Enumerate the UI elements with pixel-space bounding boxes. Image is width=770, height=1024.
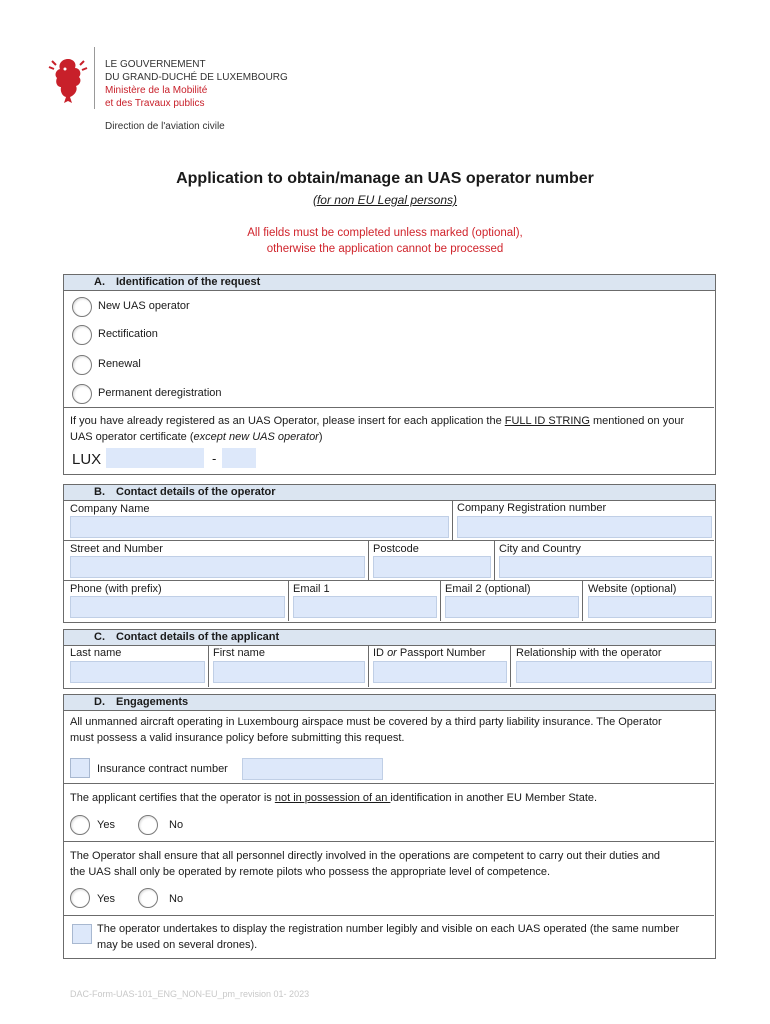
section-a-letter: A. <box>94 276 105 288</box>
row3-divider3 <box>582 580 583 621</box>
section-a-instruction <box>70 413 710 445</box>
c-divider3 <box>510 645 511 687</box>
personnel-line1: The Operator shall ensure that all personnel directly involved in the operations are competent to carry out their duties and <box>70 850 661 862</box>
website-input[interactable] <box>588 596 712 618</box>
insurance-contract-input[interactable] <box>242 758 383 780</box>
header-divider <box>94 47 95 109</box>
label-personnel-no: No <box>169 893 184 905</box>
id-text: ID <box>373 647 388 659</box>
section-a-divider <box>63 407 714 408</box>
radio-certify-no[interactable] <box>138 815 158 835</box>
street-input[interactable] <box>70 556 365 578</box>
instruction-line2-italic: except new UAS operator <box>193 431 319 443</box>
label-city: City and Country <box>499 543 581 555</box>
passport-text: Passport Number <box>396 647 486 659</box>
section-c-title: Contact details of the applicant <box>116 631 280 643</box>
label-rectification: Rectification <box>98 328 158 340</box>
insurance-line1: All unmanned aircraft operating in Luxembourg airspace must be covered by a third party liability insurance. The Operator <box>70 716 662 728</box>
row3-divider1 <box>288 580 289 621</box>
lion-logo <box>48 55 88 105</box>
section-b-title: Contact details of the operator <box>116 486 276 498</box>
section-d-header <box>63 694 716 711</box>
certify-pre: The applicant certifies that the operator is <box>70 792 275 804</box>
instruction-text-end: mentioned on your <box>589 415 685 427</box>
section-c-header <box>63 629 716 646</box>
section-d-letter: D. <box>94 696 105 708</box>
instruction-text: If you have already registered as an UAS Operator, please insert for each application the <box>70 415 505 427</box>
label-phone: Phone (with prefix) <box>70 583 162 595</box>
radio-personnel-no[interactable] <box>138 888 158 908</box>
c-divider2 <box>368 645 369 687</box>
relationship-input[interactable] <box>516 661 712 683</box>
gov-line2: DU GRAND-DUCHÉ DE LUXEMBOURG <box>105 72 288 83</box>
last-name-input[interactable] <box>70 661 205 683</box>
postcode-input[interactable] <box>373 556 491 578</box>
display-text <box>97 921 712 953</box>
company-reg-input[interactable] <box>457 516 712 538</box>
or-text: or <box>387 647 397 659</box>
radio-rectification[interactable] <box>72 325 92 345</box>
radio-renewal[interactable] <box>72 355 92 375</box>
d-divider3 <box>63 915 714 916</box>
label-company-reg: Company Registration number <box>457 502 607 514</box>
insurance-text <box>70 714 712 746</box>
section-c-letter: C. <box>94 631 105 643</box>
d-divider2 <box>63 841 714 842</box>
label-renewal: Renewal <box>98 358 141 370</box>
section-b-header <box>63 484 716 501</box>
label-website: Website (optional) <box>588 583 677 595</box>
radio-new-operator[interactable] <box>72 297 92 317</box>
radio-certify-yes[interactable] <box>70 815 90 835</box>
label-certify-no: No <box>169 819 184 831</box>
label-last-name: Last name <box>70 647 122 659</box>
section-d-title: Engagements <box>116 696 189 708</box>
radio-personnel-yes[interactable] <box>70 888 90 908</box>
row2-divider2 <box>494 540 495 580</box>
personnel-line2: the UAS shall only be operated by remote pilots who possess the appropriate level of competence. <box>70 866 550 878</box>
label-street: Street and Number <box>70 543 163 555</box>
row3-divider2 <box>440 580 441 621</box>
instruction-line2: UAS operator certificate ( <box>70 431 194 443</box>
row2-divider1 <box>368 540 369 580</box>
id-prefix: LUX <box>72 451 102 468</box>
id-string-part2[interactable] <box>222 448 256 468</box>
section-b-letter: B. <box>94 486 105 498</box>
instruction-line2-end: ) <box>318 431 323 443</box>
personnel-text <box>70 848 712 880</box>
display-line1: The operator undertakes to display the registration number legibly and visible on each UAS operated (the same number <box>97 923 680 935</box>
label-first-name: First name <box>213 647 265 659</box>
d-divider1 <box>63 783 714 784</box>
label-email1: Email 1 <box>293 583 330 595</box>
email2-input[interactable] <box>445 596 579 618</box>
display-line2: may be used on several drones). <box>97 939 258 951</box>
email1-input[interactable] <box>293 596 437 618</box>
form-reference: DAC-Form-UAS-101_ENG_NON-EU_pm_revision 01- 2023 <box>70 989 310 999</box>
ministry-line1: Ministère de la Mobilité <box>105 85 208 96</box>
id-passport-input[interactable] <box>373 661 507 683</box>
label-deregistration: Permanent deregistration <box>98 387 222 399</box>
label-id-passport <box>373 647 486 659</box>
certify-underline: not in possession of an <box>274 792 391 804</box>
label-relationship: Relationship with the operator <box>516 647 662 659</box>
display-checkbox[interactable] <box>72 924 92 944</box>
page-title: Application to obtain/manage an UAS operator number <box>176 170 594 187</box>
insurance-line2: must possess a valid insurance policy before submitting this request. <box>70 732 405 744</box>
label-company-name: Company Name <box>70 503 150 515</box>
page-subtitle: (for non EU Legal persons) <box>312 193 458 207</box>
warning-line2: otherwise the application cannot be processed <box>266 243 504 255</box>
ministry-line2: et des Travaux publics <box>105 98 205 109</box>
label-certify-yes: Yes <box>97 819 115 831</box>
row1-divider <box>452 500 453 540</box>
certify-text <box>70 790 712 806</box>
city-input[interactable] <box>499 556 712 578</box>
direction: Direction de l'aviation civile <box>105 121 225 132</box>
phone-input[interactable] <box>70 596 285 618</box>
label-email2: Email 2 (optional) <box>445 583 531 595</box>
label-personnel-yes: Yes <box>97 893 115 905</box>
row1-bottom <box>63 540 714 541</box>
id-string-part1[interactable] <box>106 448 204 468</box>
insurance-checkbox[interactable] <box>70 758 90 778</box>
warning-line1: All fields must be completed unless marked (optional), <box>247 227 523 239</box>
row2-bottom <box>63 580 714 581</box>
label-insurance-contract: Insurance contract number <box>97 763 228 775</box>
radio-deregistration[interactable] <box>72 384 92 404</box>
section-a-title: Identification of the request <box>116 276 261 288</box>
label-postcode: Postcode <box>373 543 419 555</box>
c-divider1 <box>208 645 209 687</box>
full-id-string: FULL ID STRING <box>504 415 590 427</box>
id-separator: - <box>212 451 217 466</box>
certify-post: identification in another EU Member State. <box>390 792 598 804</box>
gov-line1: LE GOUVERNEMENT <box>105 59 206 70</box>
company-name-input[interactable] <box>70 516 449 538</box>
label-new-operator: New UAS operator <box>98 300 190 312</box>
first-name-input[interactable] <box>213 661 365 683</box>
section-a-header <box>63 274 716 291</box>
